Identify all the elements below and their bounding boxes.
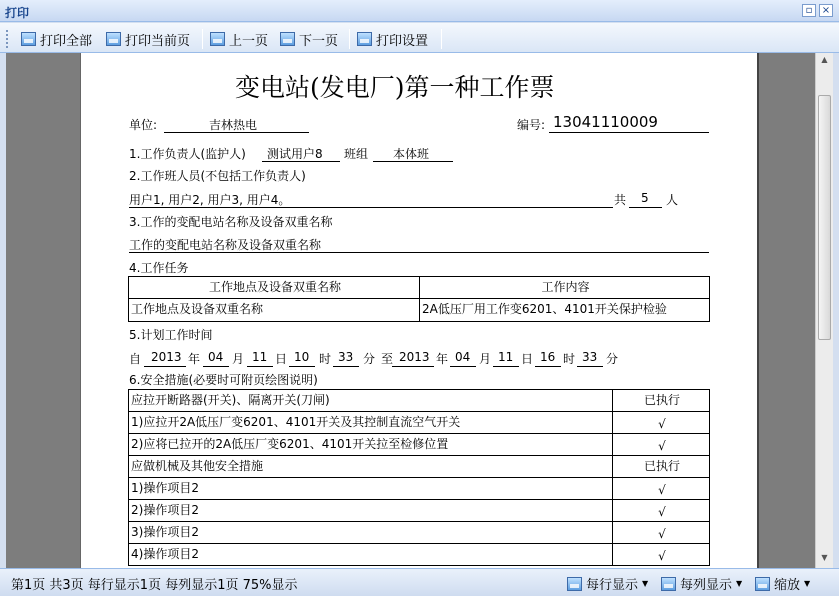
close-icon[interactable]: × bbox=[819, 4, 833, 17]
print-all-button[interactable] bbox=[21, 29, 92, 49]
dropdown-arrow-icon: ▼ bbox=[642, 579, 649, 588]
print-settings-button[interactable] bbox=[357, 29, 428, 49]
measures-header: 应拉开断路器(开关)、隔离开关(刀闸) bbox=[128, 389, 613, 412]
print-current-button[interactable] bbox=[106, 29, 190, 49]
image-icon bbox=[280, 32, 295, 46]
print-preview-viewer bbox=[6, 53, 833, 568]
team-label: 班组 bbox=[344, 147, 369, 161]
next-page-label: 下一页 bbox=[299, 33, 339, 49]
image-icon bbox=[567, 577, 582, 591]
task-header-content: 工作内容 bbox=[419, 276, 710, 299]
image-icon bbox=[357, 32, 372, 46]
status-bar bbox=[0, 568, 839, 596]
per-row-label: 每行显示 bbox=[586, 578, 639, 593]
toolbar bbox=[0, 23, 839, 53]
check-cell: √ bbox=[612, 521, 710, 544]
preview-margin-right bbox=[757, 53, 815, 568]
unit-value: 吉林热电 bbox=[209, 118, 258, 132]
s2-label: 2.工作班人员(不包括工作负责人) bbox=[129, 169, 306, 183]
window-titlebar bbox=[0, 0, 839, 22]
measure-row: 2)应将已拉开的2A低压厂变6201、4101开关拉至检修位置 bbox=[128, 433, 613, 456]
s5-label: 5.计划工作时间 bbox=[129, 328, 213, 342]
page-status-text: 第1页 共3页 每行显示1页 每列显示1页 75%显示 bbox=[11, 578, 298, 593]
executed-header: 已执行 bbox=[612, 389, 710, 412]
image-icon bbox=[210, 32, 225, 46]
other-row: 4)操作项目2 bbox=[128, 543, 613, 566]
toolbar-separator bbox=[441, 29, 442, 49]
check-cell: √ bbox=[612, 411, 710, 434]
other-row: 1)操作项目2 bbox=[128, 477, 613, 500]
count-prefix: 共 bbox=[614, 193, 627, 207]
number-value: 13041110009 bbox=[553, 113, 658, 131]
s4-label: 4.工作任务 bbox=[129, 261, 189, 275]
scroll-down-icon[interactable]: ▼ bbox=[821, 553, 828, 562]
dropdown-arrow-icon: ▼ bbox=[804, 579, 811, 588]
s3-label: 3.工作的变配电站名称及设备双重名称 bbox=[129, 215, 333, 229]
leader-value: 测试用户8 bbox=[267, 147, 323, 161]
image-icon bbox=[755, 577, 770, 591]
dropdown-arrow-icon: ▼ bbox=[736, 579, 743, 588]
image-icon bbox=[661, 577, 676, 591]
print-all-label: 打印全部 bbox=[40, 33, 93, 49]
zoom-label: 缩放 bbox=[774, 578, 801, 593]
check-cell: √ bbox=[612, 433, 710, 456]
s1-label: 1.工作负责人(监护人) bbox=[129, 147, 246, 161]
task-header-location: 工作地点及设备双重名称 bbox=[128, 276, 420, 299]
unit-label: 单位: bbox=[129, 118, 158, 132]
prev-page-label: 上一页 bbox=[229, 33, 269, 49]
per-row-dropdown[interactable] bbox=[567, 574, 648, 593]
station-value: 工作的变配电站名称及设备双重名称 bbox=[129, 238, 322, 252]
per-col-label: 每列显示 bbox=[680, 578, 733, 593]
measure-row: 1)应拉开2A低压厂变6201、4101开关及其控制直流空气开关 bbox=[128, 411, 613, 434]
s6-label: 6.安全措施(必要时可附页绘图说明) bbox=[129, 373, 318, 387]
toolbar-separator bbox=[202, 29, 203, 49]
other-header: 应做机械及其他安全措施 bbox=[128, 455, 613, 478]
members-value: 用户1, 用户2, 用户3, 用户4。 bbox=[129, 193, 291, 207]
toolbar-grip bbox=[6, 30, 9, 48]
other-row: 2)操作项目2 bbox=[128, 499, 613, 522]
zoom-dropdown[interactable] bbox=[755, 574, 810, 593]
window-title: 打印 bbox=[5, 6, 30, 20]
print-icon bbox=[21, 32, 36, 46]
toolbar-separator bbox=[349, 29, 350, 49]
team-value: 本体班 bbox=[393, 147, 430, 161]
check-cell: √ bbox=[612, 543, 710, 566]
check-cell: √ bbox=[612, 477, 710, 500]
preview-margin-left bbox=[6, 53, 81, 568]
count-value: 5 bbox=[641, 191, 649, 205]
executed-header: 已执行 bbox=[612, 455, 710, 478]
restore-icon[interactable]: ▫ bbox=[802, 4, 816, 17]
per-col-dropdown[interactable] bbox=[661, 574, 742, 593]
vertical-scrollbar[interactable] bbox=[815, 53, 833, 568]
task-cell-content: 2A低压厂用工作变6201、4101开关保护检验 bbox=[419, 298, 710, 322]
print-settings-label: 打印设置 bbox=[376, 33, 429, 49]
count-suffix: 人 bbox=[666, 193, 679, 207]
doc-title: 变电站(发电厂)第一种工作票 bbox=[235, 73, 555, 102]
print-icon bbox=[106, 32, 121, 46]
preview-page: 变电站(发电厂)第一种工作票 单位: 吉林热电 编号: 13041110009 1.工作负责人(监护人) 测试用户8 班组 本体班 2.工作班人员(不包括工作负责人) 用户1, 用户2, 用户3, 用户4。 共 5 人 3.工作的变配电站名称及设备双重名称 工作的变配电站名称及设备双重名称 4.工作任务 工作地点及设备双重名称 工作内容 工作地点及设备双重名称 2A低压厂用工作变6201、4101开关保护检验 5.计划工作时间 自 2013 年 04 月 11 日 10 时 33 分 至 2013 年 04 月 11 日 16 时 33 分 6.安全措施(必要时可附页绘图说明) 应拉开断路器(开关)、隔离开关(刀闸) 已执行 1)应拉开2A低压厂变6201、4101开关及其控制直流空气开关 √ 2)应将已拉开的2A低压厂变6201、4101开关拉至检修位置 √ 应做机械及其他安全措施 已执行 1)操作项目2 √ 2)操作项目2 √ 3)操作项目2 √ 4)操作项目2 √ bbox=[81, 53, 757, 568]
scrollbar-thumb[interactable] bbox=[818, 95, 831, 340]
other-row: 3)操作项目2 bbox=[128, 521, 613, 544]
task-cell-location: 工作地点及设备双重名称 bbox=[128, 298, 420, 322]
print-current-label: 打印当前页 bbox=[125, 33, 191, 49]
scroll-up-icon[interactable]: ▲ bbox=[821, 55, 828, 64]
next-page-button[interactable] bbox=[280, 29, 338, 49]
number-label: 编号: bbox=[517, 118, 546, 132]
check-cell: √ bbox=[612, 499, 710, 522]
prev-page-button[interactable] bbox=[210, 29, 268, 49]
